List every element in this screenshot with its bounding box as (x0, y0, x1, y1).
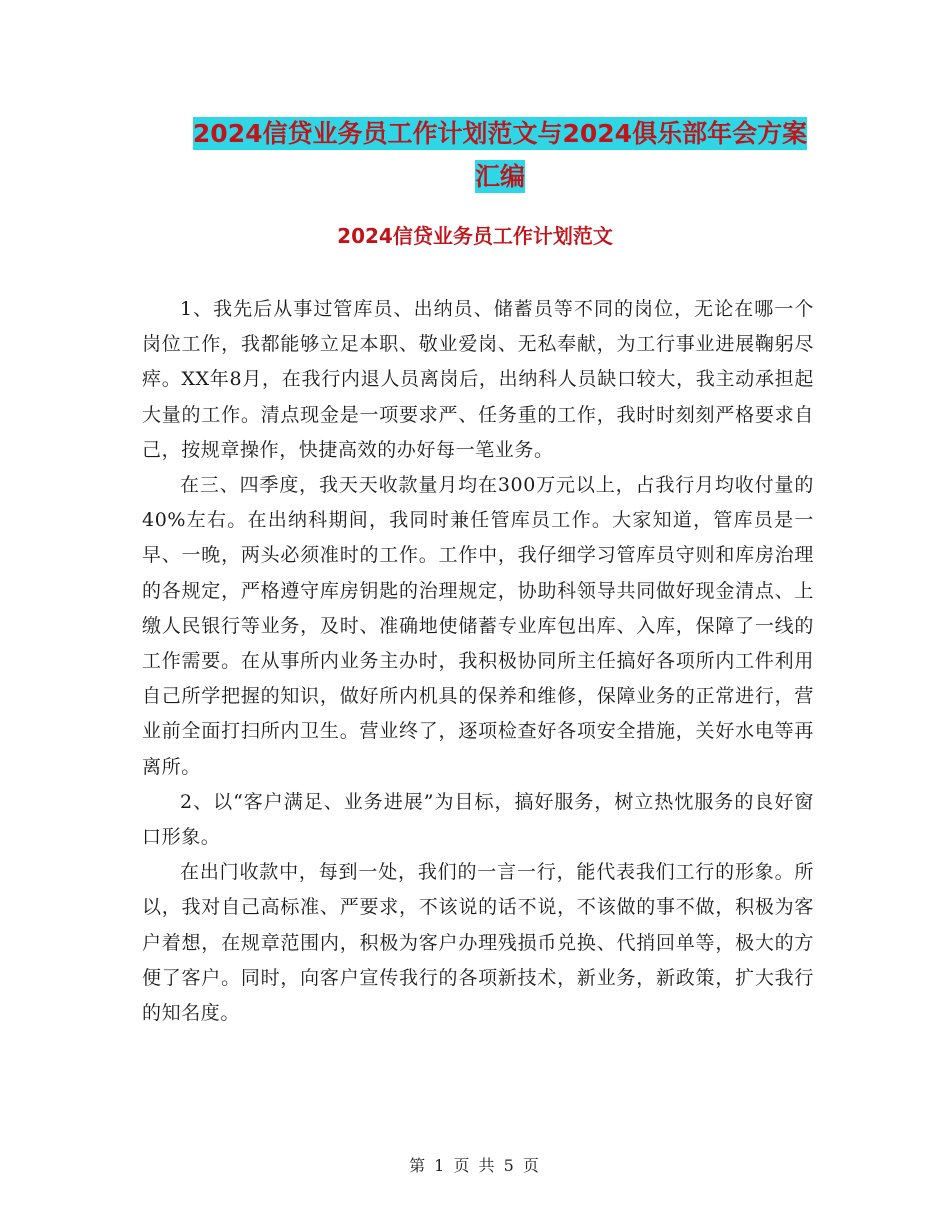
title-line-2: 汇编 (474, 162, 525, 191)
paragraph: 2、以“客户满足、业务进展”为目标，搞好服务，树立热忱服务的良好窗口形象。 (142, 790, 814, 849)
page-footer: 第 1 页 共 5 页 (409, 1156, 541, 1175)
body-text (142, 292, 814, 1031)
document-title (140, 112, 860, 198)
paragraph: 在三、四季度，我天天收款量月均在300万元以上，占我行月均收付量的40%左右。在出纳科期间，我同时兼任管库员工作。大家知道，管库员是一早、一晚，两头必须准时的工作。工作中，我仔细学习管库员守则和库房治理的各规定，严格遵守库房钥匙的治理规定，协助科领导共同做好现金清点、上缴人民银行等业务，及时、准确地使储蓄专业库包出库、入库，保障了一线的工作需要。在从事所内业务主办时，我积极协同所主任搞好各项所内工件利用自己所学把握的知识，做好所内机具的保养和维修，保障业务的正常进行，营业前全面打扫所内卫生。营业终了，逐项检查好各项安全措施，关好水电等再离所。 (142, 474, 814, 778)
paragraph: 1、我先后从事过管库员、出纳员、储蓄员等不同的岗位，无论在哪一个岗位工作，我都能够立足本职、敬业爱岗、无私奉献，为工行事业进展鞠躬尽瘁。XX年8月，在我行内退人员离岗后，出纳科人员缺口较大，我主动承担起大量的工作。清点现金是一项要求严、任务重的工作，我时时刻刻严格要求自己，按规章操作，快捷高效的办好每一笔业务。 (142, 298, 814, 461)
paragraph: 在出门收款中，每到一处，我们的一言一行，能代表我们工行的形象。所以，我对自己高标准、严要求，不该说的话不说，不该做的事不做，积极为客户着想，在规章范围内，积极为客户办理残损币兑换、代捎回单等，极大的方便了客户。同时，向客户宣传我行的各项新技术，新业务，新政策，扩大我行的知名度。 (142, 861, 814, 1025)
title-line-1: 2024信贷业务员工作计划范文与2024俱乐部年会方案 (192, 119, 808, 148)
section-heading: 2024信贷业务员工作计划范文 (337, 224, 613, 248)
